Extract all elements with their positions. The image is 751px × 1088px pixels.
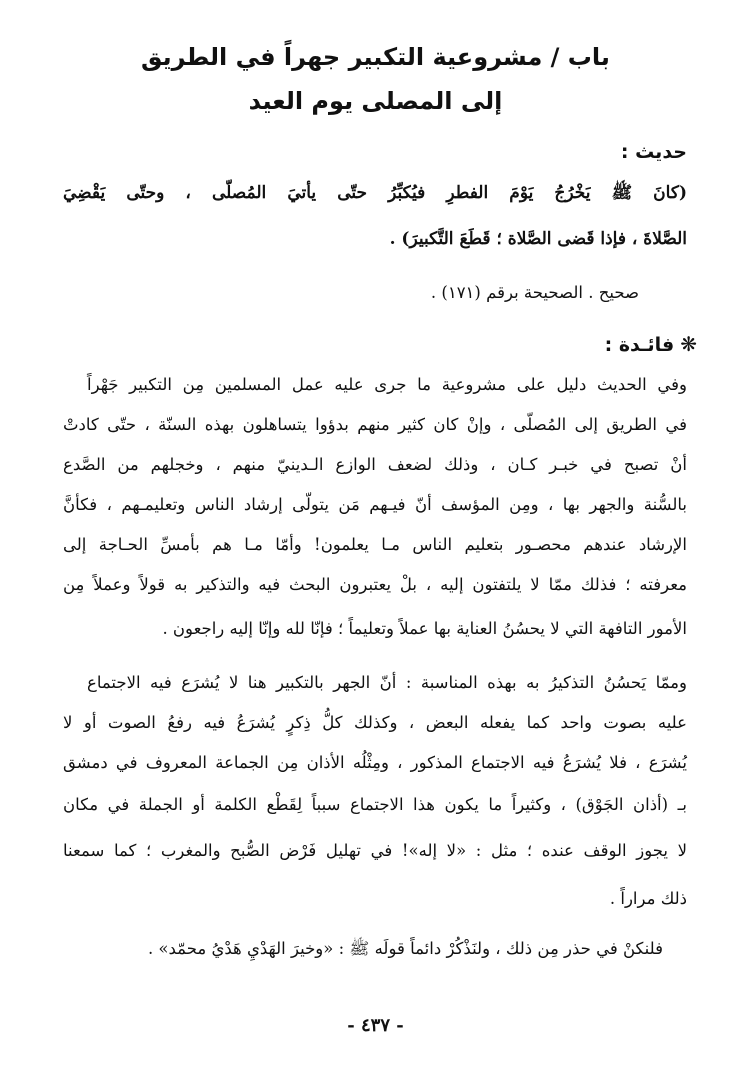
benefit-p1-line-5: الإرشاد عندهم محصـور بتعليم الناس مـا يعلمون! وأمّا مـا هم بأمسِّ الحـاجة إلى <box>63 535 687 554</box>
benefit-p1-line-7: الأمور التافهة التي لا يحسُنُ العناية بها عملاً وتعليماً ؛ فإنّا لله وإنّا إليه راجعون . <box>162 619 687 638</box>
benefit-p1-line-6: معرفته ؛ فذلك ممّا لا يلتفتون إليه ، بلْ يعتبرون البحث فيه والتذكير به قولاً وعملاً مِن <box>63 575 687 594</box>
closing-line: فلنكنْ في حذر مِن ذلك ، ولنَذْكُرْ دائماً قولَه ﷺ : «وخيرَ الهَدْيِ هَدْيُ محمّد» . <box>147 939 663 958</box>
benefit-heading <box>605 330 697 359</box>
hadith-line-2: الصَّلاةَ ، فإذا قَضى الصَّلاة ؛ قَطَعَ التَّكبيرَ) . <box>389 229 687 249</box>
benefit-p1-line-1: وفي الحديث دليل على مشروعية ما جرى عليه عمل المسلمين مِن التكبير جَهْراً <box>87 375 687 394</box>
hadith-line-1: (كانَ ﷺ يَخْرُجُ يَوْمَ الفطرِ فيُكبِّرُ حتّى يأتيَ المُصلّى ، وحتّى يَقْضِيَ <box>63 183 687 203</box>
benefit-p2-line-6: ذلك مراراً . <box>609 889 687 908</box>
hadith-heading: حديث : <box>620 141 687 163</box>
benefit-p2-line-1: وممّا يَحسُنُ التذكيرُ به بهذه المناسبة : أنّ الجهر بالتكبير هنا لا يُشرَع فيه الاجتماع <box>87 673 687 692</box>
benefit-p2-line-4: بـ (أذان الجَوْق) ، وكثيراً ما يكون هذا الاجتماع سبباً لِقَطْع الكلمة أو الجملة في مكان <box>63 795 687 814</box>
hadith-grading: صحيح . الصحيحة برقم (١٧١) . <box>430 283 639 302</box>
chapter-title-line-2: إلى المصلى يوم العيد <box>248 87 503 115</box>
chapter-title-line-1: باب / مشروعية التكبير جهراً في الطريق <box>141 43 610 71</box>
benefit-p2-line-2: عليه بصوت واحد كما يفعله البعض ، وكذلك كلُّ ذِكرٍ يُشرَعُ فيه رفعُ الصوت أو لا <box>63 713 687 732</box>
page-number: - ٤٣٧ - <box>347 1015 404 1036</box>
benefit-p2-line-3: يُشرَع ، فلا يُشرَعُ فيه الاجتماع المذكور ، ومِثْلُه الأذان مِن الجماعة المعروف في دمشق <box>63 753 687 772</box>
benefit-p1-line-3: أنْ تصبح في خبـر كـان ، وذلك لضعف الوازع الـدينيّ منهم ، وخجلهم من الصَّدع <box>63 455 687 474</box>
asterisk-icon: ❋ <box>680 332 697 356</box>
benefit-p2-line-5: لا يجوز الوقف عنده ؛ مثل : «لا إله»! في تهليل فَرْض الصُّبح والمغرب ؛ كما سمعنا <box>63 841 687 860</box>
benefit-heading-label: فائـدة : <box>604 334 675 356</box>
benefit-p1-line-4: بالسُّنة والجهر بها ، ومِن المؤسف أنّ فيـهم مَن يتولّى إرشاد الناس وتعليمـهم ، فكأنَّ <box>63 495 687 514</box>
benefit-p1-line-2: في الطريق إلى المُصلّى ، وإنْ كان كثير منهم بدؤوا يتساهلون بهذه السنّة ، حتّى كادتْ <box>63 415 687 434</box>
